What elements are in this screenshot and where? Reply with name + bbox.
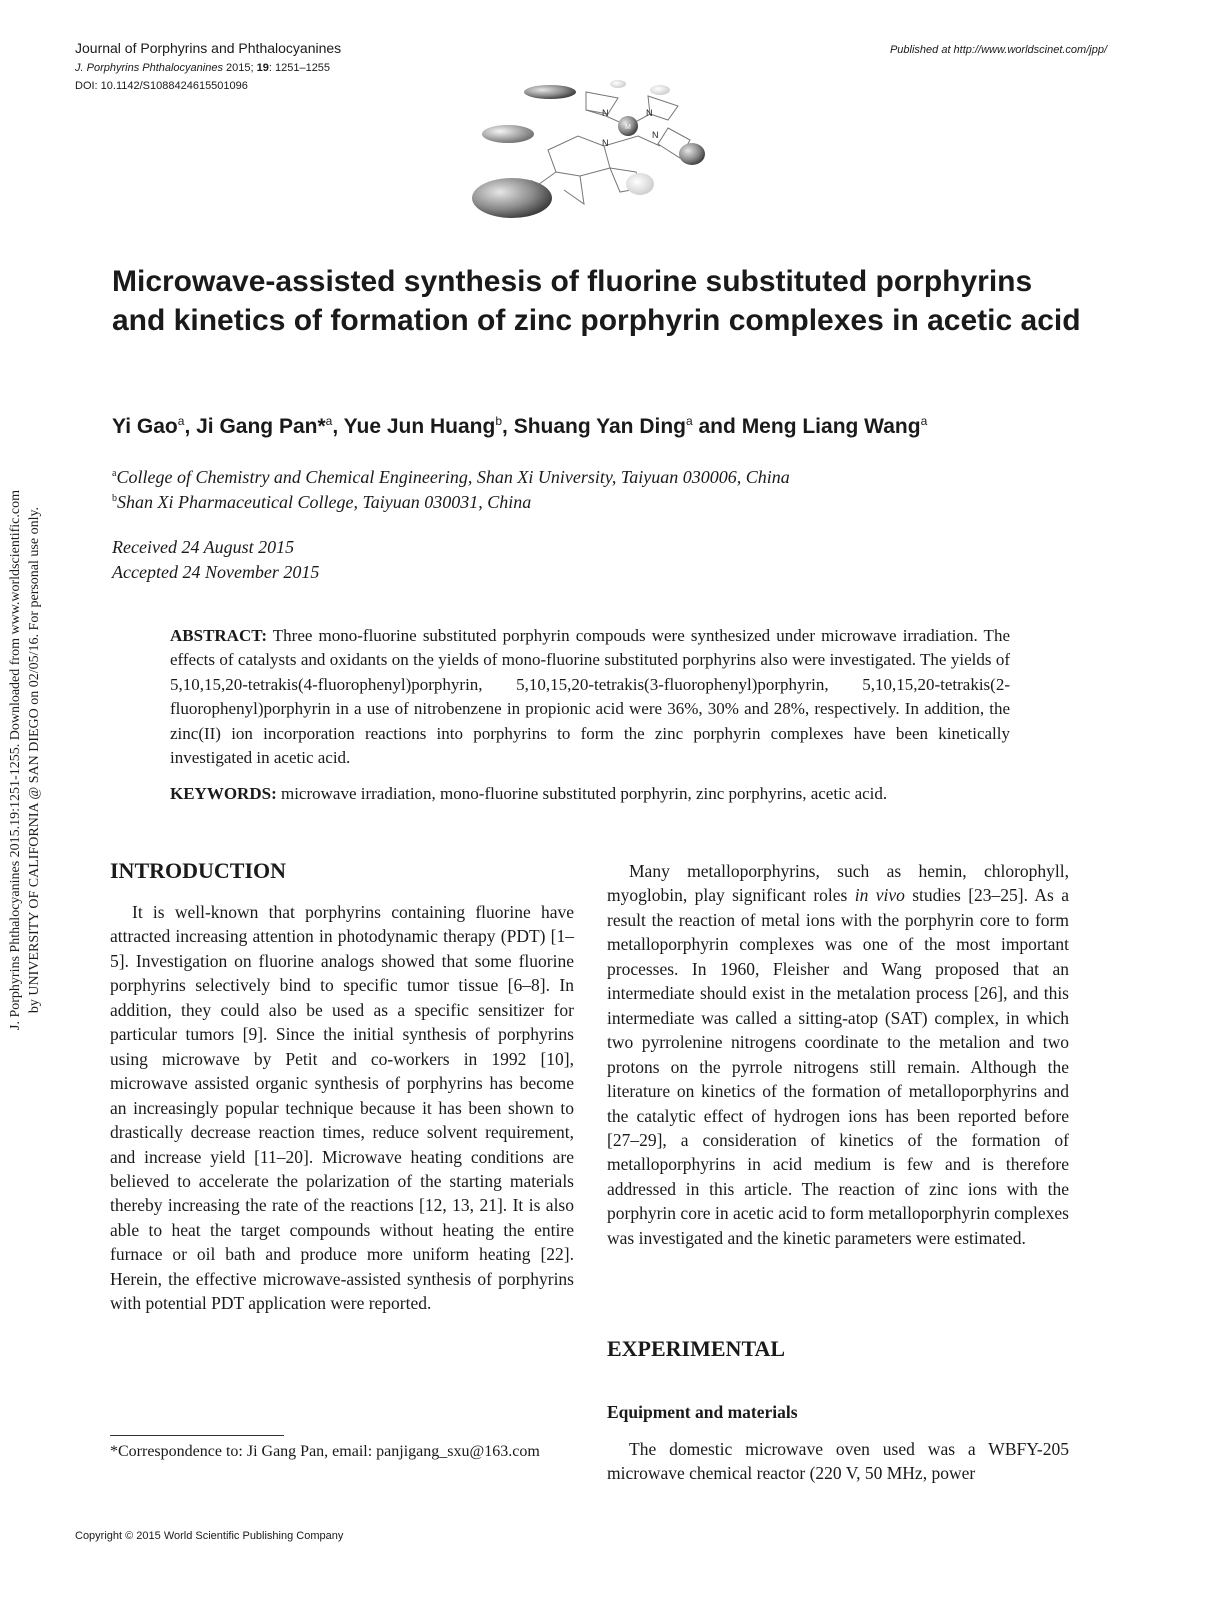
logo-label-n2: N xyxy=(646,108,653,118)
logo-label-m: M xyxy=(625,124,631,131)
paragraph-2-part-2: studies [23–25]. As a result the reaction of metal ions with the porphyrin core to form metalloporphyrin complexes was one of the most important processes. In 1960, Fleisher and Wang proposed that an intermediate should exist in the metalation process [26], and this intermediate was called a sitting-atop (SAT) complex, in which two pyrrolenine nitrogens coordinate to the metalion and two protons on the pyrrole nitrogens still remain. Although the literature on kinetics of the formation of metalloporphyrins and the catalytic effect of hydrogen ions has been reported before [27–29], a consideration of kinetics of the formation of metalloporphyrins in acid medium is few and is therefore addressed in this article. The reaction of zinc ions with the porphyrin core in acetic acid to form metalloporphyrin complexes was investigated and the kinetic parameters were estimated. xyxy=(607,885,1069,1248)
article-title: Microwave-assisted synthesis of fluorine substituted porphyrins and kinetics of formation of zinc porphyrin complexes in acetic acid xyxy=(112,265,1081,337)
affiliation-a xyxy=(112,467,790,488)
abstract xyxy=(170,624,1010,770)
side-note-line-2: by UNIVERSITY OF CALIFORNIA @ SAN DIEGO on 02/05/16. For personal use only. xyxy=(27,506,42,1014)
correspondence-footnote: *Correspondence to: Ji Gang Pan, email: panjigang_sxu@163.com xyxy=(110,1443,540,1460)
introduction-paragraph-2 xyxy=(607,859,1069,1250)
download-side-note xyxy=(6,400,62,1120)
footnote-divider xyxy=(110,1435,284,1436)
author-separator: , xyxy=(332,415,344,438)
side-note-line-1: J. Porphyrins Phthalocyanines 2015.19:1251-1255. Downloaded from www.worldscientific.com xyxy=(8,490,23,1030)
journal-name: Journal of Porphyrins and Phthalocyanines xyxy=(75,40,342,56)
affiliation-b-mark: b xyxy=(112,493,117,504)
author-name: Ji Gang Pan* xyxy=(196,415,326,438)
equipment-paragraph: The domestic microwave oven used was a WBFY-205 microwave chemical reactor (220 V, 50 MHz, power xyxy=(607,1439,1069,1484)
doi[interactable]: DOI: 10.1142/S1088424615501096 xyxy=(75,80,248,92)
porphyrin-logo xyxy=(468,80,724,228)
citation-year: 2015; xyxy=(226,62,254,74)
journal-citation xyxy=(75,62,330,74)
affiliation-a-mark: a xyxy=(112,468,117,479)
author-separator: , xyxy=(502,415,514,438)
citation-journal: J. Porphyrins Phthalocyanines xyxy=(75,62,223,74)
author-name: Shuang Yan Ding xyxy=(513,415,686,438)
author-affiliation-mark: b xyxy=(495,414,503,428)
keywords-text: microwave irradiation, mono-fluorine substituted porphyrin, zinc porphyrins, acetic acid. xyxy=(280,784,888,803)
equipment-subheading: Equipment and materials xyxy=(607,1402,798,1422)
author-affiliation-mark: a xyxy=(920,414,928,428)
citation-pages: : 1251–1255 xyxy=(268,62,331,74)
logo-label-n3: N xyxy=(602,138,609,148)
author-name: Meng Liang Wang xyxy=(741,415,921,438)
keywords-label: KEYWORDS: xyxy=(170,784,277,803)
logo-label-n1: N xyxy=(602,108,609,118)
accepted-date: Accepted 24 November 2015 xyxy=(112,562,320,582)
abstract-label: ABSTRACT: xyxy=(170,626,267,645)
paragraph-2-italic: in vivo xyxy=(854,885,905,906)
affiliation-a-text: College of Chemistry and Chemical Engineering, Shan Xi University, Taiyuan 030006, China xyxy=(116,467,790,487)
copyright-notice: Copyright © 2015 World Scientific Publishing Company xyxy=(75,1530,344,1542)
abstract-text: Three mono-fluorine substituted porphyrin compouds were synthesized under microwave irradiation. The effects of catalysts and oxidants on the yields of mono-fluorine substituted porphyrins also were investigated. The yields of 5,10,15,20-tetrakis(4-fluorophenyl)porphyrin, 5,10,15,20-tetrakis(3-fluorophenyl)porphyrin, 5,10,15,20-tetrakis(2-fluorophenyl)porphyrin in a use of nitrobenzene in propionic acid were 36%, 30% and 28%, respectively. In addition, the zinc(II) ion incorporation reactions into porphyrins to form the zinc porphyrin complexes have been kinetically investigated in acetic acid. xyxy=(170,626,1010,768)
author-name: Yue Jun Huang xyxy=(343,415,496,438)
author-separator: , xyxy=(184,415,197,438)
author-name: Yi Gao xyxy=(112,415,178,438)
experimental-heading: EXPERIMENTAL xyxy=(607,1336,786,1361)
affiliation-b xyxy=(112,492,531,513)
keywords xyxy=(170,782,1010,806)
logo-label-n4: N xyxy=(652,130,659,140)
author-list xyxy=(112,414,1102,439)
author-affiliation-mark: a xyxy=(177,414,185,428)
citation-volume: 19 xyxy=(256,62,269,74)
author-affiliation-mark: a xyxy=(685,414,693,428)
received-date: Received 24 August 2015 xyxy=(112,537,295,557)
introduction-heading: INTRODUCTION xyxy=(110,858,287,883)
paragraph-2-part-1: Many metalloporphyrins, such as hemin, chlorophyll, myoglobin, play significant roles xyxy=(607,861,1069,906)
author-separator: and xyxy=(692,415,742,438)
published-url-link[interactable]: Published at http://www.worldscinet.com/jpp/ xyxy=(889,44,1107,56)
affiliation-b-text: Shan Xi Pharmaceutical College, Taiyuan 030031, China xyxy=(117,492,532,512)
introduction-paragraph-1: It is well-known that porphyrins containing fluorine have attracted increasing attention in photodynamic therapy (PDT) [1–5]. Investigation on fluorine analogs showed that some fluorine porphyrins selectively bind to specific tumor tissue [6–8]. In addition, they could also be used as a specific sensitizer for particular tumors [9]. Since the initial synthesis of porphyrins using microwave by Petit and co-workers in 1992 [10], microwave assisted organic synthesis of porphyrins has become an increasingly popular technique because it has been shown to drastically decrease reaction times, reduce solvent requirement, and increase yield [11–20]. Microwave heating conditions are believed to accelerate the polarization of the starting materials thereby increasing the rate of the reactions [12, 13, 21]. It is also able to heat the target compounds without heating the entire furnace or oil bath and produce more uniform heating [22]. Herein, the effective microwave-assisted synthesis of porphyrins with potential PDT application were reported. xyxy=(110,902,574,1314)
author-affiliation-mark: a xyxy=(325,414,333,428)
